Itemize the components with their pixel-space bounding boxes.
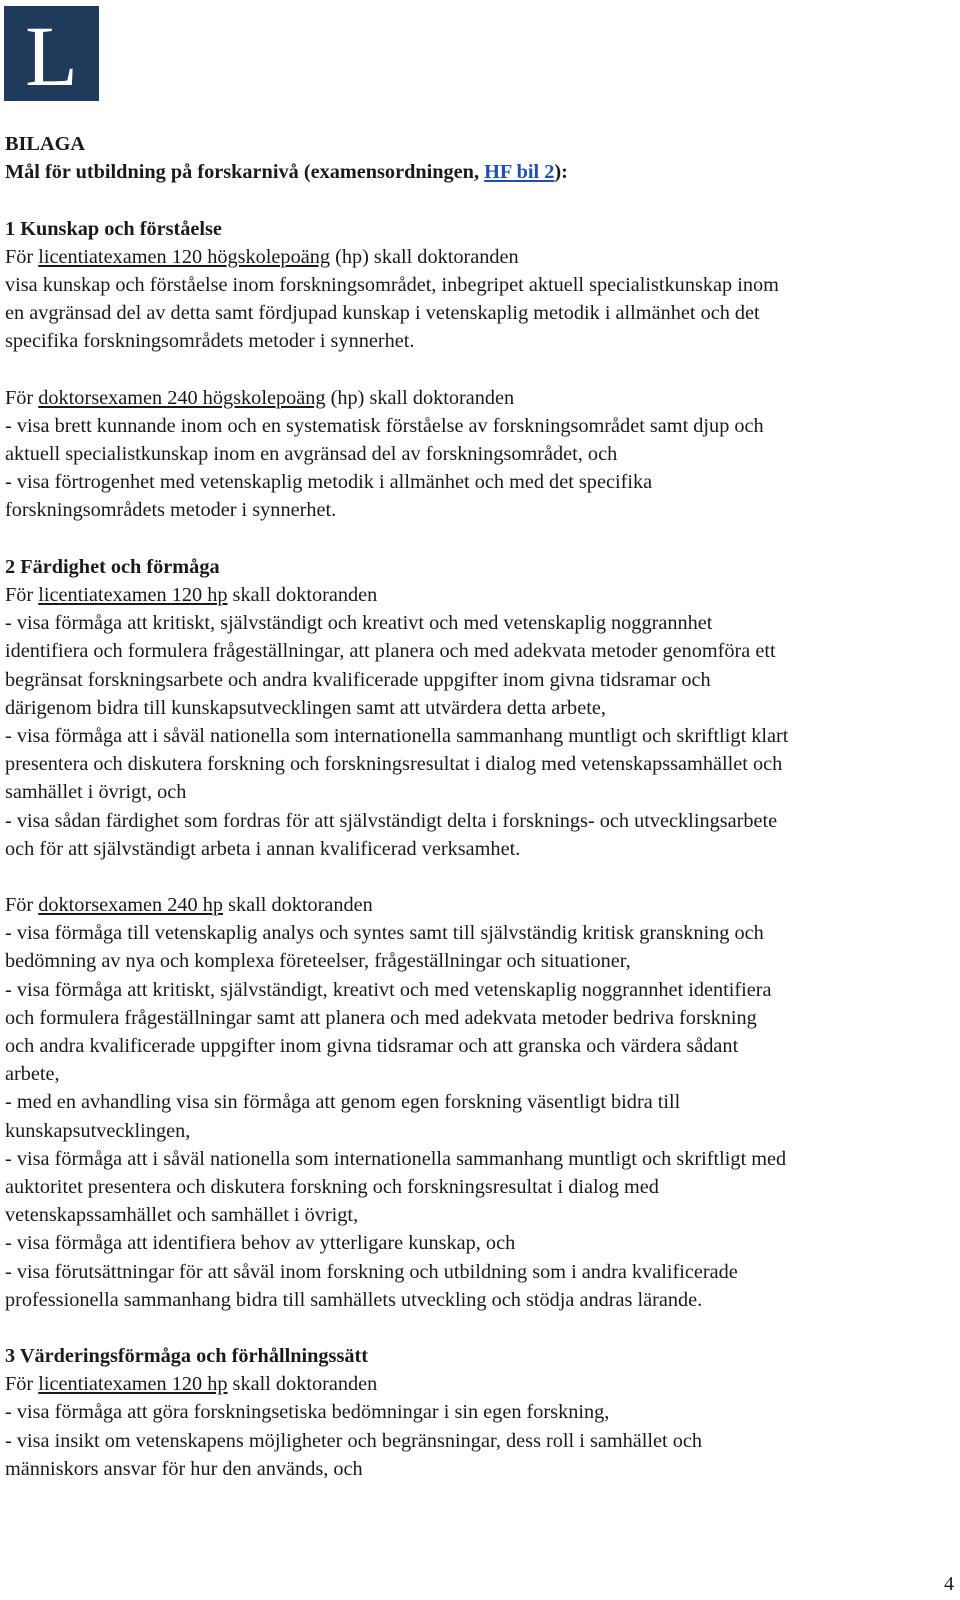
text-line: människors ansvar för hur den används, och [5,1457,363,1480]
licentiatexamen-link[interactable]: licentiatexamen 120 högskolepoäng [38,245,330,268]
text-line: samhället i övrigt, och [5,781,187,804]
text-line: därigenom bidra till kunskapsutvecklingen samt att utvärdera detta arbete, [5,696,606,719]
doktorsexamen-link[interactable]: doktorsexamen 240 högskolepoäng [38,386,326,409]
text-line: - visa förmåga att i såväl nationella som internationella sammanhang muntligt och skriftligt med [5,1147,787,1170]
text-line: vetenskapssamhället och samhället i övrigt, [5,1204,359,1227]
text-line: en avgränsad del av detta samt fördjupad kunskap i vetenskaplig metodik i allmänhet och det [5,302,760,325]
section-2-title: 2 Färdighet och förmåga [5,555,220,578]
page-number: 4 [944,1573,954,1595]
s2-dok-paragraph [5,919,955,1314]
text-line: - visa förutsättningar för att såväl inom forskning och utbildning som i andra kvalificerade [5,1260,738,1283]
text-line: - visa förmåga till vetenskaplig analys och syntes samt till självständig kritisk granskning och [5,922,764,945]
text-line: och formulera frågeställningar samt att planera och med adekvata metoder bedriva forskning [5,1006,757,1029]
text-line: auktoritet presentera och diskutera forskning och forskningsresultat i dialog med [5,1175,659,1198]
document-body [5,130,955,1483]
text-line: presentera och diskutera forskning och forskningsresultat i dialog med vetenskapssamhället och [5,753,783,776]
s2-dok-intro: För doktorsexamen 240 hp skall doktoranden [5,894,373,917]
logo-letter: L [25,7,78,104]
text-line: - visa förmåga att göra forskningsetiska bedömningar i sin egen forskning, [5,1401,610,1424]
text-line: och för att självständigt arbeta i annan kvalificerad verksamhet. [5,837,521,860]
s2-lic-intro: För licentiatexamen 120 hp skall doktoranden [5,584,378,606]
s3-lic-paragraph [5,1398,955,1483]
text-line: begränsat forskningsarbete och andra kvalificerade uppgifter inom givna tidsramar och [5,668,711,691]
s1-lic-paragraph [5,271,955,356]
text-line: - visa förmåga att kritiskt, självständigt och kreativt och med vetenskaplig noggrannhet [5,612,713,635]
text-line: - visa sådan färdighet som fordras för att självständigt delta i forsknings- och utvecklingsarbete [5,809,778,832]
text-line: bedömning av nya och komplexa företeelser, frågeställningar och situationer, [5,950,631,973]
text-line: - visa förmåga att kritiskt, självständigt, kreativt och med vetenskaplig noggrannhet identifiera [5,978,772,1001]
s3-lic-intro: För licentiatexamen 120 hp skall doktoranden [5,1373,378,1396]
section-1-title: 1 Kunskap och förståelse [5,217,222,240]
text-line: - visa insikt om vetenskapens möjligheter och begränsningar, dess roll i samhället och [5,1429,703,1452]
text-line: identifiera och formulera frågeställningar, att planera och med adekvata metoder genomföra ett [5,640,776,663]
text-line: - visa förmåga att i såväl nationella som internationella sammanhang muntligt och skriftligt klart [5,724,789,747]
text-line: - med en avhandling visa sin förmåga att genom egen forskning väsentligt bidra till [5,1091,681,1114]
doktorsexamen-link[interactable]: doktorsexamen 240 hp [38,894,223,917]
s2-lic-paragraph [5,609,955,863]
licentiatexamen-link[interactable]: licentiatexamen 120 hp [38,584,228,606]
text-line: arbete, [5,1063,60,1086]
s1-dok-paragraph [5,412,955,525]
text-line: - visa förmåga att identifiera behov av ytterligare kunskap, och [5,1232,516,1255]
hf-bil-2-link[interactable]: HF bil 2 [484,161,555,184]
s1-dok-intro: För doktorsexamen 240 högskolepoäng (hp) skall doktoranden [5,386,515,409]
text-line: aktuell specialistkunskap inom en avgränsad del av forskningsområdet, och [5,443,618,466]
document-title: Mål för utbildning på forskarnivå (examensordningen, HF bil 2): [5,161,568,184]
text-line: och andra kvalificerade uppgifter inom givna tidsramar och att granska och värdera sådant [5,1035,739,1057]
s1-lic-intro: För licentiatexamen 120 högskolepoäng (hp) skall doktoranden [5,245,519,268]
text-line: - visa brett kunnande inom och en systematisk förståelse av forskningsområdet samt djup och [5,414,764,437]
section-3-title: 3 Värderingsförmåga och förhållningssätt [5,1345,368,1368]
licentiatexamen-link[interactable]: licentiatexamen 120 hp [38,1373,228,1396]
text-line: visa kunskap och förståelse inom forskningsområdet, inbegripet aktuell specialistkunskap inom [5,273,779,296]
bilaga-heading: BILAGA [5,133,86,155]
text-line: professionella sammanhang bidra till samhällets utveckling och stödja andras lärande. [5,1288,703,1311]
text-line: specifika forskningsområdets metoder i synnerhet. [5,330,415,353]
text-line: - visa förtrogenhet med vetenskaplig metodik i allmänhet och med det specifika [5,471,653,494]
text-line: forskningsområdets metoder i synnerhet. [5,499,337,522]
logo [4,6,99,104]
text-line: kunskapsutvecklingen, [5,1119,191,1142]
